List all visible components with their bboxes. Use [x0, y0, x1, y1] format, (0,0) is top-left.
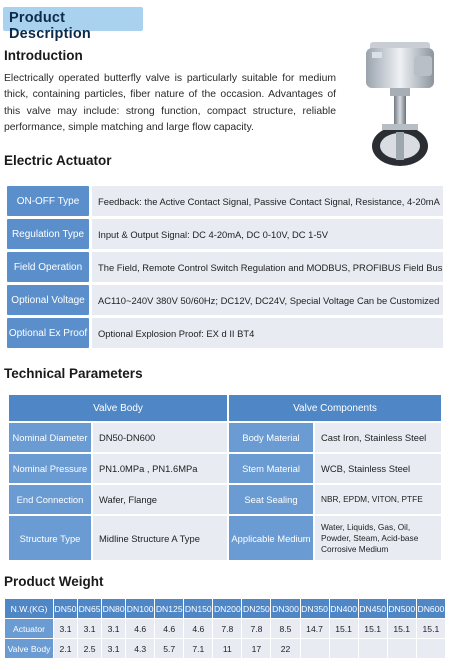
table-row — [7, 285, 443, 315]
actuator-weight-cell: 3.1 — [102, 619, 125, 638]
actuator-weight-cell: 8.5 — [271, 619, 299, 638]
table-row — [7, 186, 443, 216]
valve-body-weight-cell — [417, 639, 445, 658]
table-row — [7, 318, 443, 348]
valve-components-header: Valve Components — [229, 395, 441, 421]
size-header-cell: DN500 — [388, 599, 416, 618]
applicable-medium-label: Applicable Medium — [229, 516, 313, 560]
table-row — [9, 485, 441, 514]
body-material-value: Cast Iron, Stainless Steel — [315, 423, 441, 452]
size-header-cell: DN350 — [301, 599, 329, 618]
banner-title: Product Description — [9, 10, 91, 42]
end-connection-label: End Connection — [9, 485, 91, 514]
actuator-weight-cell: 15.1 — [388, 619, 416, 638]
valve-body-weight-cell — [388, 639, 416, 658]
technical-parameters-table — [7, 393, 443, 562]
nominal-diameter-label: Nominal Diameter — [9, 423, 91, 452]
body-material-label: Body Material — [229, 423, 313, 452]
actuator-label-voltage: Optional Voltage — [7, 285, 89, 315]
size-header-cell: DN450 — [359, 599, 387, 618]
valve-body-weight-cell — [301, 639, 329, 658]
size-header-cell: DN200 — [213, 599, 241, 618]
actuator-weight-cell: 3.1 — [78, 619, 101, 638]
valve-body-weight-cell: 4.3 — [126, 639, 154, 658]
nominal-pressure-label: Nominal Pressure — [9, 454, 91, 483]
electric-actuator-table — [7, 183, 443, 351]
valve-body-row-label: Valve Body — [5, 639, 53, 658]
actuator-label-on-off: ON-OFF Type — [7, 186, 89, 216]
table-row — [9, 454, 441, 483]
seat-sealing-label: Seat Sealing — [229, 485, 313, 514]
valve-body-weight-cell: 5.7 — [155, 639, 183, 658]
butterfly-valve-image — [352, 38, 448, 170]
valve-body-weight-cell: 3.1 — [102, 639, 125, 658]
size-header-cell: DN50 — [54, 599, 77, 618]
actuator-weight-cell: 14.7 — [301, 619, 329, 638]
actuator-weight-cell: 7.8 — [242, 619, 270, 638]
electric-actuator-heading: Electric Actuator — [4, 153, 112, 168]
actuator-weight-cell: 15.1 — [330, 619, 358, 638]
actuator-weight-cell: 4.6 — [184, 619, 212, 638]
actuator-value-field-operation: The Field, Remote Control Switch Regulation and MODBUS, PROFIBUS Field Bus — [89, 252, 443, 282]
valve-body-weight-cell: 2.5 — [78, 639, 101, 658]
size-header-cell: DN400 — [330, 599, 358, 618]
structure-type-value: Midline Structure A Type — [93, 516, 227, 560]
actuator-weight-cell: 15.1 — [359, 619, 387, 638]
product-weight-heading: Product Weight — [4, 574, 104, 589]
size-header-cell: DN100 — [126, 599, 154, 618]
actuator-weight-cell: 15.1 — [417, 619, 445, 638]
seat-sealing-value: NBR, EPDM, VITON, PTFE — [315, 485, 441, 514]
table-row — [9, 516, 441, 560]
weight-valve-body-row — [5, 639, 445, 658]
product-weight-table — [4, 598, 446, 659]
product-description-banner — [3, 7, 143, 42]
valve-body-weight-cell — [359, 639, 387, 658]
structure-type-label: Structure Type — [9, 516, 91, 560]
size-header-cell: DN600 — [417, 599, 445, 618]
nw-kg-header: N.W.(KG) — [5, 599, 53, 618]
applicable-medium-value: Water, Liquids, Gas, Oil, Powder, Steam, Acid-base Corrosive Medium — [315, 516, 441, 560]
stem-material-value: WCB, Stainless Steel — [315, 454, 441, 483]
table-row — [7, 219, 443, 249]
actuator-label-regulation: Regulation Type — [7, 219, 89, 249]
actuator-label-ex-proof: Optional Ex Proof — [7, 318, 89, 348]
actuator-label-field-operation: Field Operation — [7, 252, 89, 282]
introduction-text: Electrically operated butterfly valve is particularly suitable for medium thick, containing particles, fiber nature of the occasion. Advantages of this valve may include: strong function, compact structure, reliable performance, simple matching and large flow capacity. — [4, 73, 336, 134]
introduction-heading: Introduction — [4, 48, 83, 63]
actuator-row-label: Actuator — [5, 619, 53, 638]
valve-body-weight-cell: 11 — [213, 639, 241, 658]
end-connection-value: Wafer, Flange — [93, 485, 227, 514]
size-header-cell: DN150 — [184, 599, 212, 618]
actuator-weight-cell: 7.8 — [213, 619, 241, 638]
table-row — [9, 423, 441, 452]
nominal-diameter-value: DN50-DN600 — [93, 423, 227, 452]
actuator-value-voltage: AC110~240V 380V 50/60Hz; DC12V, DC24V, Special Voltage Can be Customized — [89, 285, 443, 315]
valve-body-weight-cell: 7.1 — [184, 639, 212, 658]
actuator-weight-cell: 4.6 — [126, 619, 154, 638]
weight-actuator-row — [5, 619, 445, 638]
stem-material-label: Stem Material — [229, 454, 313, 483]
valve-body-header: Valve Body — [9, 395, 227, 421]
size-header-cell: DN80 — [102, 599, 125, 618]
size-header-cell: DN300 — [271, 599, 299, 618]
weight-header-row — [5, 599, 445, 618]
actuator-value-regulation: Input & Output Signal: DC 4-20mA, DC 0-10V, DC 1-5V — [89, 219, 443, 249]
technical-parameters-heading: Technical Parameters — [4, 366, 143, 381]
nominal-pressure-value: PN1.0MPa , PN1.6MPa — [93, 454, 227, 483]
actuator-weight-cell: 3.1 — [54, 619, 77, 638]
size-header-cell: DN65 — [78, 599, 101, 618]
actuator-value-ex-proof: Optional Explosion Proof: EX d II BT4 — [89, 318, 443, 348]
valve-body-weight-cell: 22 — [271, 639, 299, 658]
size-header-cell: DN250 — [242, 599, 270, 618]
table-row — [7, 252, 443, 282]
actuator-value-on-off: Feedback: the Active Contact Signal, Passive Contact Signal, Resistance, 4-20mA — [89, 186, 443, 216]
valve-body-weight-cell: 2.1 — [54, 639, 77, 658]
actuator-weight-cell: 4.6 — [155, 619, 183, 638]
valve-body-weight-cell — [330, 639, 358, 658]
valve-body-weight-cell: 17 — [242, 639, 270, 658]
size-header-cell: DN125 — [155, 599, 183, 618]
